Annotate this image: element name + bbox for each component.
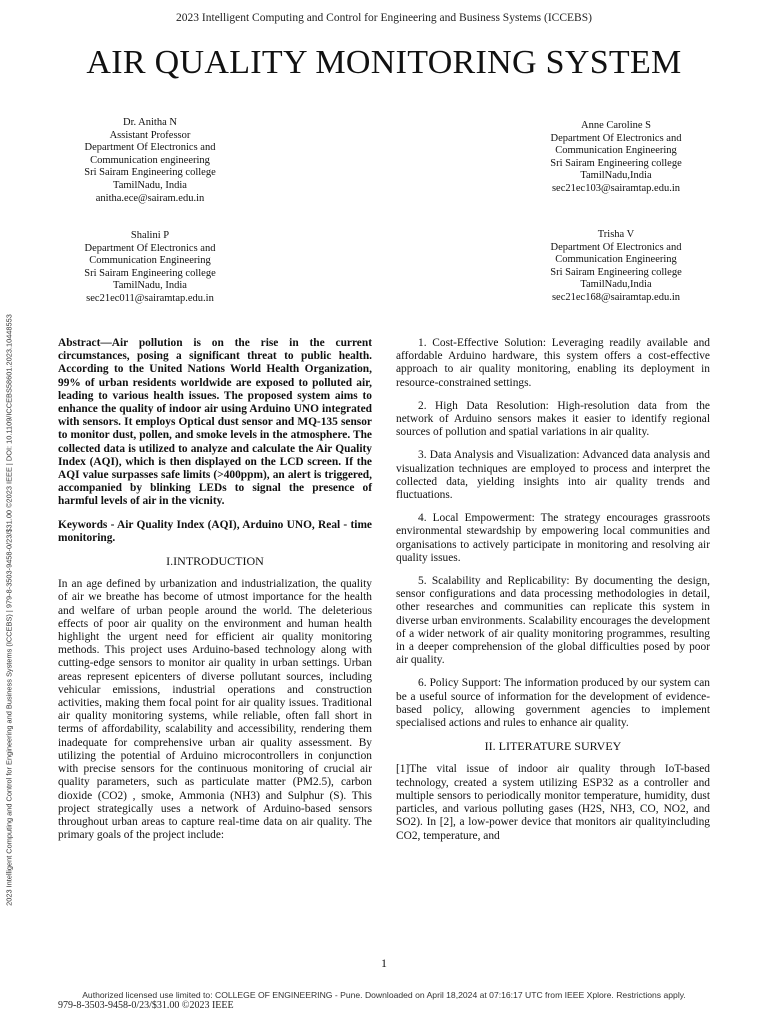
- author-email: sec21ec103@sairamtap.edu.in: [551, 182, 681, 194]
- keywords: Keywords - Air Quality Index (AQI), Arduino UNO, Real - time monitoring.: [58, 518, 372, 544]
- section-heading-introduction: I.INTRODUCTION: [166, 554, 264, 569]
- author-line: TamilNadu, India: [113, 280, 187, 292]
- licence-notice: Authorized licensed use limited to: COLLEGE OF ENGINEERING - Pune. Downloaded on April 18,2024 at 07:16:17 UTC from IEEE Xplore. Restrictions apply.: [82, 990, 686, 1000]
- author-line: Communication Engineering: [555, 254, 677, 266]
- author-line: TamilNadu,India: [580, 279, 652, 291]
- author-line: TamilNadu, India: [113, 179, 187, 191]
- right-column: [396, 337, 710, 853]
- author-name: Shalini P: [130, 230, 170, 241]
- author-line: TamilNadu,India: [580, 170, 652, 182]
- goal-item: 1. Cost-Effective Solution: Leveraging readily available and affordable Arduino hardware, this system offers a cost-effective approach to air quality monitoring, enabling its deployment in resource-constrained settings.: [396, 337, 710, 389]
- goal-item: 5. Scalability and Replicability: By documenting the design, sensor configurations and data processing methodologies in detail, other researches and communities can replicate this system in diverse urban environments. Scalability encourages the development of a wider network of air quality monitoring programmes, resulting in a deeper comprehension of the global difficulties posed by poor air quality.: [396, 575, 710, 667]
- doi-sidebar-text: 2023 Intelligent Computing and Control for Engineering and Business Systems (ICCEBS) | 979-8-3503-9458-0/23/$31.00 ©2023 IEEE | DOI: 10.1109/ICCEBS58601.2023.10448553: [4, 314, 14, 906]
- author-email: sec21ec011@sairamtap.edu.in: [86, 292, 214, 304]
- author-line: Assistant Professor: [109, 129, 191, 141]
- author-line: Sri Sairam Engineering college: [84, 267, 216, 279]
- author-line: Department Of Electronics and: [84, 242, 216, 254]
- author-line: Sri Sairam Engineering college: [550, 266, 682, 278]
- author-block-anitha: [40, 117, 260, 205]
- author-name: Anne Caroline S: [581, 120, 651, 131]
- author-line: Sri Sairam Engineering college: [550, 157, 682, 169]
- paper-title: AIR QUALITY MONITORING SYSTEM: [86, 44, 682, 81]
- author-line: Department Of Electronics and: [550, 132, 682, 144]
- author-name: Trisha V: [597, 229, 635, 240]
- goal-item: 3. Data Analysis and Visualization: Advanced data analysis and visualization techniques are employed to process and interpret the collected data, yielding insights into air quality trends and fluctuations.: [396, 449, 710, 502]
- author-line: Communication Engineering: [89, 255, 211, 267]
- author-line: Communication engineering: [90, 154, 210, 166]
- left-column: [58, 337, 372, 852]
- doi-sidebar: [2, 250, 16, 970]
- author-name: Dr. Anitha N: [123, 117, 177, 128]
- author-email: anitha.ece@sairam.edu.in: [95, 192, 205, 204]
- author-line: Department Of Electronics and: [84, 142, 216, 154]
- author-line: Sri Sairam Engineering college: [84, 167, 216, 179]
- copyright-line: 979-8-3503-9458-0/23/$31.00 ©2023 IEEE: [58, 1000, 234, 1011]
- author-block-anne: [506, 120, 726, 196]
- conference-header: 2023 Intelligent Computing and Control for Engineering and Business Systems (ICCEBS): [176, 12, 592, 24]
- section-heading-literature-survey: II. LITERATURE SURVEY: [484, 739, 622, 754]
- author-line: Department Of Electronics and: [550, 241, 682, 253]
- abstract: Abstract—Air pollution is on the rise in the current circumstances, posing a significant threat to public health. According to the United Nations World Health Organization, 99% of urban residents worldwide are exposed to polluted air, leading to various health issues. The proposed system aims to enhance the quality of indoor air using Arduino UNO integrated with sensors. It employs Optical dust sensor and MQ-135 sensor to monitor dust, pollen, and smoke levels in the atmosphere. The collected data is utilized to analyze and calculate the Air Quality Index (AQI), which is then displayed on the LCD screen. If the AQI value surpasses safe limits (>400ppm), an alert is triggered, accompanied by blinking LEDs to signal the presence of harmful levels of air in the vicnity.: [58, 337, 372, 508]
- goal-item: 6. Policy Support: The information produced by our system can be a useful source of information for the development of evidence-based policy, allowing government agencies to implement specialised actions and rules to enhance air quality.: [396, 677, 710, 730]
- author-email: sec21ec168@sairamtap.edu.in: [551, 291, 681, 303]
- author-block-trisha: [506, 229, 726, 305]
- page-number: 1: [381, 956, 387, 970]
- goal-item: 4. Local Empowerment: The strategy encourages grassroots environmental stewardship by empowering local communities and organisations to actively participate in monitoring and resolving air quality issues.: [396, 512, 710, 564]
- introduction-paragraph: In an age defined by urbanization and industrialization, the quality of air we breathe has become of utmost importance for the health and welfare of urban people around the world. The deleterious effects of poor air quality on the environment and human health highlight the urgent need for efficient air quality monitoring methods. This project uses Arduino-based technology along with cutting-edge sensors to monitor air quality in urban settings. Urban areas represent epicenters of diverse pollutant sources, including vehicular emissions, industrial operations and construction activities, making them focal point for air quality issues. Traditional air quality monitoring systems, while reliable, often fall short in terms of affordability, scalability and accessibility, rendering them inadequate for comprehensive urban air quality assessment. By utilizing the potential of Arduino microcontrollers in conjunction with precise sensors for the continuous monitoring of crucial air quality parameters, such as particulate matter (PM2.5), carbon dioxide (CO2) , smoke, Ammonia (NH3) and Sulphur (S). This project strategically uses a network of Arduino-based sensors throughout urban areas to capture real-time data on air quality. The primary goals of the project include:: [58, 578, 372, 842]
- author-block-shalini: [40, 230, 260, 306]
- literature-survey-paragraph: [1]The vital issue of indoor air quality through IoT-based technology, created a system utilizing ESP32 as a controller and multiple sensors to periodically monitor temperature, humidity, dust particles, and various polluting gases (H2S, NH3, CO, NO2, and SO2). In [2], a low-power device that monitors air qualityincluding CO2, temperature, and: [396, 763, 710, 842]
- goal-item: 2. High Data Resolution: High-resolution data from the network of Arduino sensors makes it easier to identify regional sources of pollution and spatial variations in air quality.: [396, 399, 710, 439]
- author-line: Communication Engineering: [555, 145, 677, 157]
